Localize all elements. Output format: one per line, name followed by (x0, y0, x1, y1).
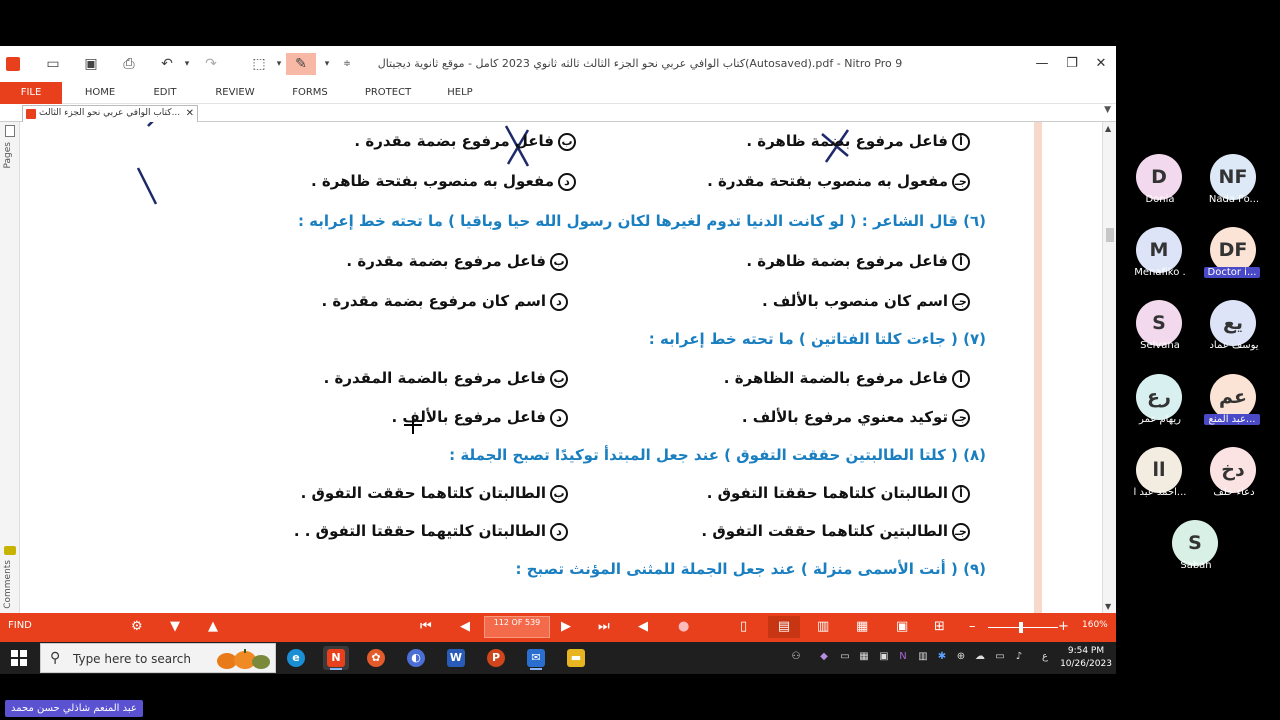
taskbar-paint[interactable] (363, 646, 389, 670)
search-icon: ⚲ (50, 650, 61, 666)
participant-tile[interactable] (1122, 227, 1198, 287)
find-next-icon[interactable]: ▼ (170, 619, 180, 634)
document-tab-label: كتاب الوافي عربي نحو الجزء الثالث... (39, 108, 181, 118)
page-edge (1034, 122, 1042, 613)
choice-line: أفاعل مرفوع بضمة ظاهرة . (746, 252, 970, 271)
choice-line: جـاسم كان منصوب بالألف . (762, 292, 970, 311)
nitro-logo-icon[interactable] (4, 55, 22, 73)
question-8: (٨) ( كلتا الطالبتين حققت التفوق ) عند جعل المبتدأ توكيدًا تصبح الجملة : (449, 446, 986, 464)
clock-date: 10/26/2023 (1060, 659, 1112, 669)
paint-icon: ✿ (367, 649, 385, 667)
choice-line: أالطالبتان كلتاهما حققتا التفوق . (707, 484, 970, 503)
participant-avatar: رع (1136, 374, 1182, 420)
zoom-out-icon[interactable]: – (969, 619, 976, 634)
participant-avatar: M (1136, 227, 1182, 273)
tab-review[interactable]: REVIEW (215, 87, 255, 98)
choice-line: بفاعل مرفوع بضمة مقدرة . (346, 252, 568, 271)
scroll-thumb[interactable] (1106, 228, 1114, 242)
document-tab-bar (0, 104, 1116, 122)
comments-panel-icon[interactable] (4, 546, 16, 555)
participant-name: Menafiko . (1134, 267, 1186, 278)
tab-home[interactable]: HOME (84, 87, 116, 98)
participant-name: Sabah (1180, 560, 1212, 571)
fit-width-icon[interactable]: ▣ (896, 619, 909, 634)
participant-tile[interactable] (1196, 300, 1272, 360)
participant-tile[interactable] (1196, 227, 1272, 287)
facing-continuous-icon[interactable]: ▦ (856, 619, 869, 634)
taskbar-powerpoint[interactable] (483, 646, 509, 670)
zoom-slider-thumb[interactable] (1019, 622, 1023, 633)
participant-avatar: دخ (1210, 447, 1256, 493)
participant-tile[interactable] (1196, 374, 1272, 434)
ribbon-tabs (0, 82, 1116, 104)
tray-device-icon[interactable]: ▥ (918, 651, 928, 662)
page-indicator[interactable]: 112 OF 539 (484, 616, 550, 638)
participant-name: عبد المنع... (1204, 414, 1260, 425)
choice-line: جـالطالبتين كلتاهما حققت التفوق . (701, 522, 970, 541)
bluetooth-icon[interactable]: ✱ (937, 651, 947, 662)
participant-avatar: يع (1210, 300, 1256, 346)
next-page-icon[interactable]: ▶ (561, 619, 571, 634)
participant-avatar: DF (1210, 227, 1256, 273)
zoom-in-icon[interactable]: + (1058, 619, 1069, 634)
find-label[interactable]: FIND (8, 620, 32, 631)
ime-indicator[interactable]: ع (1042, 651, 1048, 662)
participant-name: احمد عبد ا... (1133, 487, 1187, 498)
mail-icon: ✉ (527, 649, 545, 667)
tab-edit[interactable]: EDIT (153, 87, 177, 98)
choice-line: دالطالبتان كلتيهما حققتا التفوق . . (294, 522, 568, 541)
choice-marker: د (558, 173, 576, 191)
participant-tile[interactable] (1122, 447, 1198, 507)
undo-icon[interactable]: ↶ (161, 56, 173, 72)
choice-line: جـمفعول به منصوب بفتحة مقدرة . (707, 172, 970, 191)
select-dropdown-icon[interactable]: ▾ (276, 59, 282, 69)
taskbar-app[interactable] (403, 646, 429, 670)
fit-page-icon[interactable]: ⊞ (934, 619, 945, 634)
status-bar (0, 613, 1116, 642)
participant-name: Donia (1145, 194, 1175, 205)
participant-avatar: S (1136, 300, 1182, 346)
nitro-icon: N (327, 649, 345, 667)
tray-app-icon[interactable]: ◆ (820, 651, 828, 662)
print-icon[interactable]: ⎙ (123, 56, 135, 72)
choice-line: دفاعل مرفوع بالألف . (392, 408, 568, 427)
tab-protect[interactable]: PROTECT (364, 87, 412, 98)
choice-marker: أ (952, 370, 970, 388)
last-page-icon[interactable]: ⏭ (598, 619, 610, 634)
choice-line: جـتوكيد معنوي مرفوع بالألف . (742, 408, 970, 427)
people-icon[interactable]: ⚇ (791, 651, 801, 662)
pdf-page (42, 122, 1042, 613)
hand-tool-icon[interactable]: ✎ (286, 53, 316, 75)
single-page-view-icon[interactable]: ▯ (740, 619, 748, 634)
clock-time: 9:54 PM (1067, 646, 1105, 656)
customize-qa-icon[interactable]: ≑ (343, 59, 351, 69)
pumpkins-icon (213, 648, 271, 670)
choice-line: بفاعل مرفوع بالضمة المقدرة . (324, 369, 568, 388)
participant-name: ريهام عمر (1139, 414, 1181, 425)
participant-tile[interactable] (1122, 300, 1198, 360)
participant-tile[interactable] (1158, 520, 1234, 580)
powerpoint-icon: P (487, 649, 505, 667)
tray-cloud-icon[interactable]: ☁ (975, 651, 985, 662)
tab-file[interactable]: FILE (0, 82, 62, 104)
tray-keyboard-icon[interactable]: ▦ (859, 651, 869, 662)
choice-marker: ب (558, 133, 576, 151)
first-page-icon[interactable]: ⏮ (420, 619, 432, 634)
word-icon: W (447, 649, 465, 667)
tray-security-icon[interactable]: ⊕ (956, 651, 966, 662)
taskbar-clock[interactable] (1058, 645, 1114, 671)
participant-name: دعاء خلف (1213, 487, 1255, 498)
document-viewer[interactable] (20, 122, 1102, 613)
comments-panel-label[interactable]: Comments (3, 560, 13, 609)
choice-marker: ب (550, 253, 568, 271)
nitro-window (0, 46, 1116, 642)
choice-marker: جـ (952, 293, 970, 311)
minimize-icon[interactable]: — (1035, 56, 1049, 71)
vertical-scrollbar[interactable] (1102, 122, 1116, 613)
zoom-level[interactable]: 160% (1082, 620, 1108, 630)
choice-line: أفاعل مرفوع بالضمة الظاهرة . (724, 369, 970, 388)
scroll-down-icon[interactable]: ▼ (1105, 602, 1112, 611)
question-7: (٧) ( جاءت كلتا الفتاتين ) ما تحته خط إعرابه : (648, 330, 986, 348)
save-icon[interactable]: ▣ (84, 56, 98, 72)
close-icon[interactable]: ✕ (1095, 56, 1107, 71)
participant-name: Nada Fo... (1208, 194, 1260, 205)
next-view-icon[interactable]: ● (678, 619, 690, 634)
choice-line: أفاعل مرفوع بضمة ظاهرة . (746, 132, 970, 151)
previous-page-icon[interactable]: ◀ (460, 619, 470, 634)
tray-window-icon[interactable]: ▭ (840, 651, 850, 662)
participant-avatar: NF (1210, 154, 1256, 200)
participant-tile[interactable] (1122, 154, 1198, 214)
select-tool-icon[interactable]: ⬚ (252, 56, 266, 72)
document-tab-close-icon[interactable]: ✕ (185, 108, 194, 119)
network-icon[interactable]: ▭ (995, 651, 1005, 662)
pdf-file-icon (26, 109, 36, 119)
participant-tile[interactable] (1196, 154, 1272, 214)
tab-scroll-down-icon[interactable]: ▼ (1104, 105, 1111, 115)
search-placeholder: Type here to search (73, 652, 191, 666)
tab-forms[interactable]: FORMS (292, 87, 328, 98)
choice-marker: د (550, 523, 568, 541)
scroll-up-icon[interactable]: ▲ (1105, 124, 1112, 133)
participant-name: يوسف عماد (1209, 340, 1259, 351)
hand-dropdown-icon[interactable]: ▾ (324, 59, 330, 69)
taskbar (0, 642, 1116, 674)
window-title: كتاب الوافي عربي نحو الجزء الثالث ثالثه ثانوي 2023 كامل - موقع ثانوية ديجيتال(Autosaved).pdf - Nitro Pro 9 (377, 57, 903, 70)
open-folder-icon[interactable]: ▭ (46, 56, 60, 72)
taskbar-nitro[interactable] (323, 646, 349, 670)
choice-marker: جـ (952, 523, 970, 541)
annotation-stroke (148, 122, 158, 126)
question-9: (٩) ( أنت الأسمى منزلة ) عند جعل الجملة للمثنى المؤنث تصبح : (515, 560, 986, 578)
title-bar (0, 46, 1116, 82)
windows-start-icon[interactable] (11, 650, 27, 666)
choice-line: دمفعول به منصوب بفتحة ظاهرة . (311, 172, 576, 191)
participant-avatar: اا (1136, 447, 1182, 493)
choice-line: داسم كان مرفوع بضمة مقدرة . (321, 292, 568, 311)
choice-marker: أ (952, 485, 970, 503)
pages-panel-label[interactable]: Pages (3, 142, 13, 169)
taskbar-file-explorer[interactable] (563, 646, 589, 670)
taskbar-edge[interactable] (283, 646, 309, 670)
onenote-icon[interactable]: N (899, 651, 907, 662)
choice-marker: ب (550, 370, 568, 388)
choice-marker: أ (952, 133, 970, 151)
annotation-stroke (138, 168, 156, 204)
taskbar-word[interactable] (443, 646, 469, 670)
question-6: (٦) قال الشاعر : ( لو كانت الدنيا تدوم لغيرها لكان رسول الله حيا وباقيا ) ما تحته خط إعرابه : (297, 212, 986, 230)
find-previous-icon[interactable]: ▲ (208, 619, 218, 634)
document-tab[interactable] (22, 105, 198, 122)
zoom-slider[interactable] (988, 627, 1058, 628)
participant-tile[interactable] (1196, 447, 1272, 507)
presenter-name-tag: عبد المنعم شاذلي حسن محمد (5, 700, 143, 717)
choice-marker: د (550, 293, 568, 311)
choice-line: بفاعل مرفوع بضمة مقدرة . (354, 132, 576, 151)
participant-name: Doctor i... (1204, 267, 1260, 278)
participant-avatar: S (1172, 520, 1218, 566)
participant-name: Selvana (1140, 340, 1180, 351)
edge-icon: e (287, 649, 305, 667)
taskbar-search[interactable] (40, 643, 276, 673)
choice-marker: ب (550, 485, 568, 503)
volume-icon[interactable]: ♪ (1015, 651, 1023, 662)
participant-avatar: D (1136, 154, 1182, 200)
choice-line: بالطالبتان كلتاهما حققت التفوق . (301, 484, 568, 503)
redo-icon[interactable]: ↷ (205, 56, 217, 72)
side-pane (0, 122, 20, 613)
app-icon: ◐ (407, 649, 425, 667)
choice-marker: جـ (952, 173, 970, 191)
facing-view-icon[interactable]: ▥ (817, 619, 830, 634)
folder-icon: ▬ (567, 649, 585, 667)
choice-marker: أ (952, 253, 970, 271)
restore-icon[interactable]: ❐ (1066, 56, 1078, 71)
tray-display-icon[interactable]: ▣ (879, 651, 889, 662)
continuous-view-icon[interactable]: ▤ (768, 616, 800, 638)
participant-tile[interactable] (1122, 374, 1198, 434)
taskbar-mail[interactable] (523, 646, 549, 670)
choice-marker: د (550, 409, 568, 427)
choice-marker: جـ (952, 409, 970, 427)
find-settings-gear-icon[interactable]: ⚙ (131, 619, 143, 634)
undo-dropdown-icon[interactable]: ▾ (184, 59, 190, 69)
pages-panel-icon[interactable] (5, 125, 15, 137)
previous-view-icon[interactable]: ◀ (638, 619, 648, 634)
participant-avatar: عم (1210, 374, 1256, 420)
tab-help[interactable]: HELP (447, 87, 473, 98)
